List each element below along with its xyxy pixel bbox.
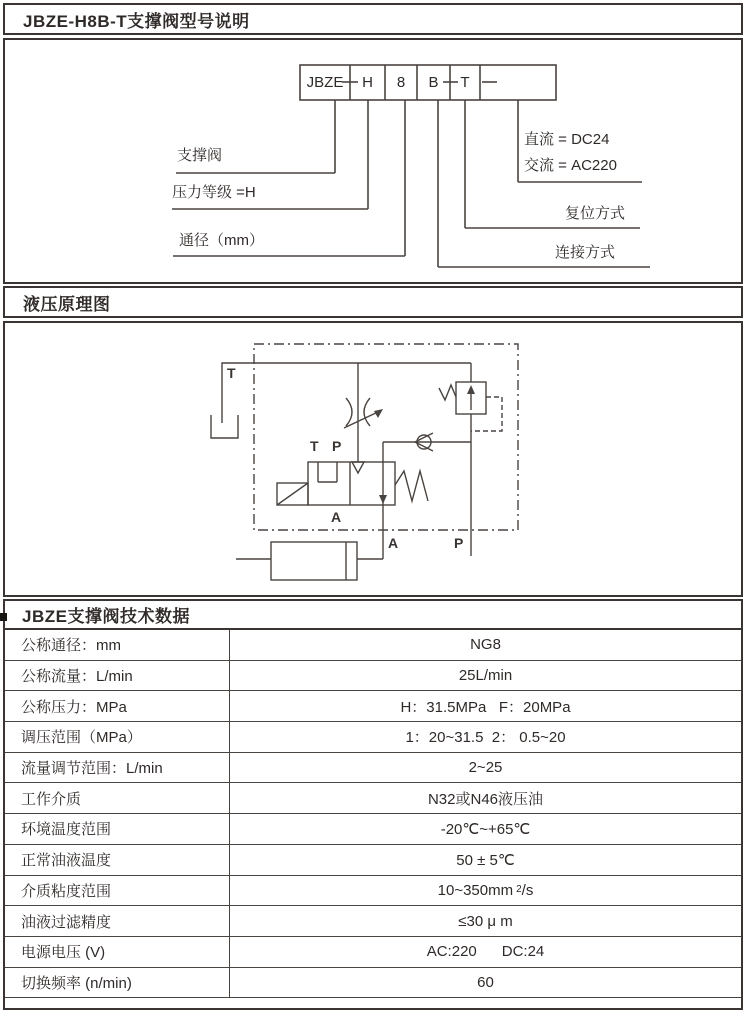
table-cell-value: -20℃~+65℃ bbox=[440, 820, 531, 838]
table-cell-label: 切换频率 (n/min) bbox=[5, 968, 230, 998]
table-cell-label: 公称流量：L/min bbox=[5, 661, 230, 691]
viscosity-value-unit: /s bbox=[521, 881, 534, 899]
label-dc-voltage: 直流 = DC24 bbox=[524, 131, 610, 148]
label-ac-voltage: 交流 = AC220 bbox=[524, 157, 617, 174]
table-cell-label: 工作介质 bbox=[5, 783, 230, 813]
schematic-title-bar bbox=[3, 286, 743, 318]
schematic-panel bbox=[3, 321, 743, 597]
table-cell-value: H：31.5MPa F：20MPa bbox=[400, 698, 571, 716]
label-connection-mode: 连接方式 bbox=[555, 244, 616, 261]
table-cell-label: 介质粘度范围 bbox=[5, 876, 230, 906]
hydraulic-circuit-drawing bbox=[5, 323, 741, 595]
port-label-valve-a: A bbox=[331, 509, 342, 525]
technical-data-title-bar bbox=[5, 601, 741, 630]
table-row bbox=[5, 753, 741, 784]
table-row bbox=[5, 906, 741, 937]
table-row bbox=[5, 661, 741, 692]
model-code-cell-reset: T bbox=[460, 74, 470, 91]
table-cell-label: 流量调节范围：L/min bbox=[5, 753, 230, 783]
table-cell-label: 正常油液温度 bbox=[5, 845, 230, 875]
table-row bbox=[5, 937, 741, 968]
technical-data-panel bbox=[3, 599, 743, 1010]
table-cell-value: 1：20~31.5 2： 0.5~20 bbox=[405, 729, 566, 747]
table-row bbox=[5, 968, 741, 999]
model-code-cell-pressure: H bbox=[362, 74, 373, 91]
model-diagram-panel bbox=[3, 38, 743, 284]
model-code-cell-size: 8 bbox=[396, 74, 406, 91]
table-cell-label: 调压范围（MPa） bbox=[5, 722, 230, 752]
port-label-tank-t: T bbox=[227, 365, 236, 381]
table-row bbox=[5, 691, 741, 722]
table-row bbox=[5, 783, 741, 814]
table-cell-label: 电源电压 (V) bbox=[5, 937, 230, 967]
schematic-title: 液压原理图 bbox=[23, 294, 111, 314]
table-cell-value: AC:220 DC:24 bbox=[426, 943, 545, 961]
table-row bbox=[5, 814, 741, 845]
page-title: JBZE-H8B-T支撑阀型号说明 bbox=[23, 11, 250, 31]
table-row bbox=[5, 722, 741, 753]
model-code-cell-series: JBZE bbox=[306, 74, 344, 91]
table-cell-value: 2~25 bbox=[468, 759, 503, 777]
port-label-valve-t: T bbox=[310, 438, 319, 454]
table-cell-label: 公称通径：mm bbox=[5, 630, 230, 660]
table-row bbox=[5, 845, 741, 876]
label-diameter: 通径（mm） bbox=[179, 232, 264, 249]
port-label-p: P bbox=[454, 535, 464, 551]
table-row bbox=[5, 876, 741, 907]
table-cell-value: 50 ± 5℃ bbox=[456, 851, 515, 869]
table-cell-label: 环境温度范围 bbox=[5, 814, 230, 844]
table-cell-value: NG8 bbox=[470, 636, 501, 654]
port-label-a: A bbox=[388, 535, 399, 551]
model-code-cell-voltage bbox=[480, 65, 556, 100]
table-cell-value: 60 bbox=[477, 973, 494, 991]
model-code-cell-connection: B bbox=[428, 74, 439, 91]
section-bullet-marker bbox=[0, 613, 7, 621]
technical-data-title: JBZE支撑阀技术数据 bbox=[22, 607, 190, 626]
model-title-bar bbox=[3, 3, 743, 35]
table-cell-label: 公称压力：MPa bbox=[5, 691, 230, 721]
table-cell-value: ≤30 μ m bbox=[458, 912, 513, 930]
table-cell-value: N32或N46液压油 bbox=[427, 790, 544, 808]
table-cell-value: 10~350mm 2 /s bbox=[437, 881, 534, 899]
label-pressure-grade: 压力等级 =H bbox=[172, 184, 256, 201]
port-label-valve-p: P bbox=[332, 438, 342, 454]
label-support-valve: 支撑阀 bbox=[177, 147, 223, 164]
viscosity-value-base: 10~350mm bbox=[437, 881, 514, 899]
table-cell-value: 25L/min bbox=[458, 667, 513, 685]
table-row bbox=[5, 630, 741, 661]
label-reset-mode: 复位方式 bbox=[565, 205, 626, 222]
table-cell-label: 油液过滤精度 bbox=[5, 906, 230, 936]
